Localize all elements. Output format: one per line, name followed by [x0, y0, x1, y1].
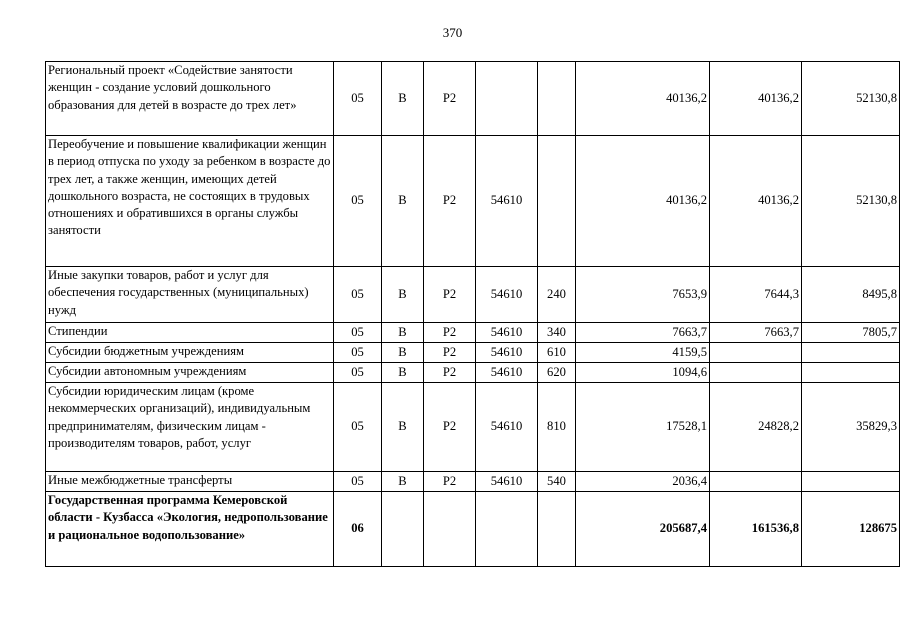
amount-year2-cell — [710, 363, 802, 383]
row-name-cell: Субсидии бюджетным учреждениям — [46, 343, 334, 363]
amount-year2-cell: 161536,8 — [710, 492, 802, 567]
program-code-cell: В — [382, 472, 424, 492]
direction-code-cell: 54610 — [476, 343, 538, 363]
amount-year1-cell: 2036,4 — [576, 472, 710, 492]
table-row — [46, 267, 900, 323]
direction-code-cell: 54610 — [476, 472, 538, 492]
amount-year1-cell: 17528,1 — [576, 383, 710, 472]
expense-type-cell — [538, 62, 576, 136]
table-row — [46, 343, 900, 363]
amount-year1-cell: 40136,2 — [576, 62, 710, 136]
expense-type-cell — [538, 492, 576, 567]
page-number: 370 — [442, 25, 463, 40]
section-code-cell: 05 — [334, 136, 382, 267]
project-code-cell: Р2 — [424, 136, 476, 267]
row-name-cell: Субсидии автономным учреждениям — [46, 363, 334, 383]
table-row — [46, 363, 900, 383]
amount-year3-cell: 52130,8 — [802, 62, 900, 136]
table-row — [46, 383, 900, 472]
amount-year3-cell — [802, 343, 900, 363]
expense-type-cell: 240 — [538, 267, 576, 323]
project-code-cell: Р2 — [424, 267, 476, 323]
budget-table — [45, 61, 900, 567]
program-code-cell: В — [382, 136, 424, 267]
amount-year2-cell: 40136,2 — [710, 136, 802, 267]
project-code-cell — [424, 492, 476, 567]
direction-code-cell: 54610 — [476, 383, 538, 472]
expense-type-cell: 610 — [538, 343, 576, 363]
row-name-cell: Государственная программа Кемеровской области - Кузбасса «Экология, недропользование и рациональное водопользование» — [46, 492, 334, 567]
amount-year3-cell: 7805,7 — [802, 323, 900, 343]
project-code-cell: Р2 — [424, 472, 476, 492]
program-code-cell: В — [382, 383, 424, 472]
amount-year2-cell — [710, 343, 802, 363]
direction-code-cell — [476, 62, 538, 136]
section-code-cell: 05 — [334, 363, 382, 383]
expense-type-cell: 620 — [538, 363, 576, 383]
amount-year2-cell: 40136,2 — [710, 62, 802, 136]
project-code-cell: Р2 — [424, 383, 476, 472]
row-name-cell: Иные закупки товаров, работ и услуг для обеспечения государственных (муниципальных) нужд — [46, 267, 334, 323]
section-code-cell: 05 — [334, 267, 382, 323]
program-code-cell: В — [382, 343, 424, 363]
table-row — [46, 323, 900, 343]
amount-year3-cell: 128675 — [802, 492, 900, 567]
amount-year3-cell: 8495,8 — [802, 267, 900, 323]
project-code-cell: Р2 — [424, 343, 476, 363]
direction-code-cell: 54610 — [476, 267, 538, 323]
row-name-cell: Переобучение и повышение квалификации женщин в период отпуска по уходу за ребенком в возрасте до трех лет, а также женщин, имеющих детей дошкольного возраста, не состоящих в трудовых отношениях и обратившихся в органы службы занятости — [46, 136, 334, 267]
direction-code-cell: 54610 — [476, 323, 538, 343]
amount-year3-cell: 52130,8 — [802, 136, 900, 267]
row-name-cell: Иные межбюджетные трансферты — [46, 472, 334, 492]
amount-year2-cell: 7644,3 — [710, 267, 802, 323]
amount-year1-cell: 1094,6 — [576, 363, 710, 383]
amount-year1-cell: 40136,2 — [576, 136, 710, 267]
direction-code-cell: 54610 — [476, 363, 538, 383]
table-row — [46, 136, 900, 267]
expense-type-cell: 340 — [538, 323, 576, 343]
direction-code-cell: 54610 — [476, 136, 538, 267]
section-code-cell: 05 — [334, 383, 382, 472]
amount-year2-cell: 7663,7 — [710, 323, 802, 343]
table-row — [46, 472, 900, 492]
amount-year3-cell — [802, 472, 900, 492]
program-code-cell: В — [382, 62, 424, 136]
expense-type-cell — [538, 136, 576, 267]
section-code-cell: 06 — [334, 492, 382, 567]
amount-year3-cell — [802, 363, 900, 383]
expense-type-cell: 540 — [538, 472, 576, 492]
table-row — [46, 492, 900, 567]
project-code-cell: Р2 — [424, 62, 476, 136]
program-code-cell: В — [382, 323, 424, 343]
row-name-cell: Региональный проект «Содействие занятости женщин - создание условий дошкольного образования для детей в возрасте до трех лет» — [46, 62, 334, 136]
section-code-cell: 05 — [334, 323, 382, 343]
amount-year3-cell: 35829,3 — [802, 383, 900, 472]
amount-year1-cell: 7653,9 — [576, 267, 710, 323]
direction-code-cell — [476, 492, 538, 567]
section-code-cell: 05 — [334, 62, 382, 136]
amount-year1-cell: 205687,4 — [576, 492, 710, 567]
section-code-cell: 05 — [334, 472, 382, 492]
row-name-cell: Субсидии юридическим лицам (кроме некоммерческих организаций), индивидуальным предпринимателям, физическим лицам - производителям товаров, работ, услуг — [46, 383, 334, 472]
expense-type-cell: 810 — [538, 383, 576, 472]
row-name-cell: Стипендии — [46, 323, 334, 343]
program-code-cell: В — [382, 363, 424, 383]
project-code-cell: Р2 — [424, 363, 476, 383]
section-code-cell: 05 — [334, 343, 382, 363]
program-code-cell: В — [382, 267, 424, 323]
amount-year1-cell: 7663,7 — [576, 323, 710, 343]
amount-year1-cell: 4159,5 — [576, 343, 710, 363]
amount-year2-cell: 24828,2 — [710, 383, 802, 472]
program-code-cell — [382, 492, 424, 567]
amount-year2-cell — [710, 472, 802, 492]
table-row — [46, 62, 900, 136]
project-code-cell: Р2 — [424, 323, 476, 343]
